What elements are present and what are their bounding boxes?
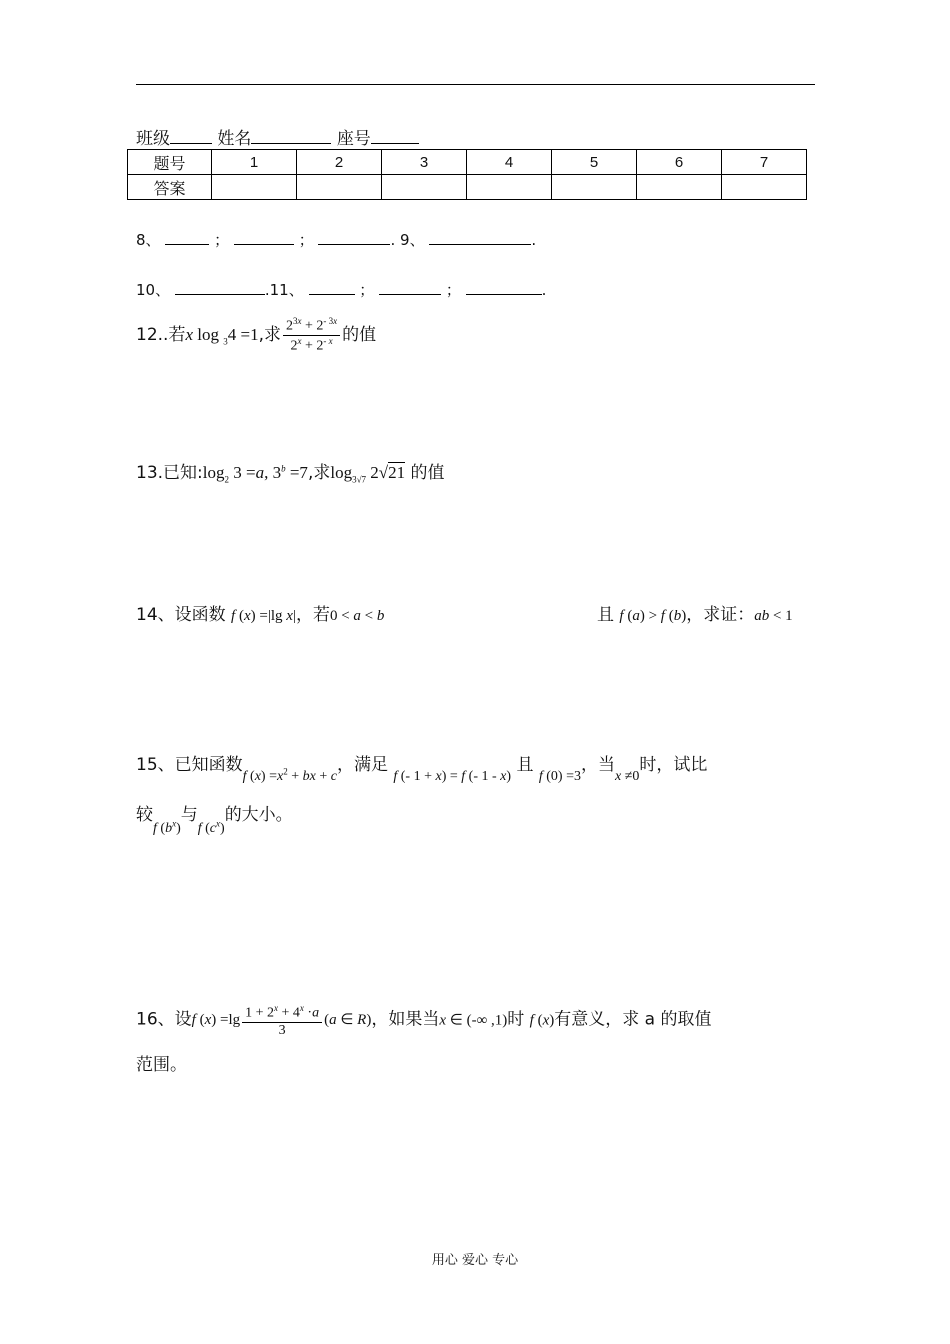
q8-blank-1[interactable] [165,230,209,245]
q15-x-condition: x ≠0 [614,769,640,784]
page-footer: 用心 爱心 专心 [431,1253,519,1268]
separator: ； [298,231,314,249]
table-row-numbers [128,150,807,175]
q14-condition: 0 < a < b [329,608,385,624]
question-14 [136,600,816,625]
q14-right [597,600,793,625]
q11-blank-2[interactable] [379,280,441,295]
question-number-cell: 7 [722,150,807,175]
answer-cell[interactable] [637,175,722,200]
q16-when: 时 [507,1009,525,1030]
q15-with: 与 [180,805,198,825]
q16-mid: ，如果当 [371,1009,440,1030]
answer-table [127,149,807,200]
separator: ； [359,281,375,299]
q14-and: 且 [597,605,614,625]
q15-f-cx: f (cx) [197,818,225,836]
q11-label: .11、 [264,281,304,299]
q12-condition: x log $_3$4 =1 [185,325,259,347]
q14-suffix: ，求证： [686,605,755,625]
q9-label: . 9、 [390,231,425,249]
q15-tail: 时，试比 [639,755,708,775]
separator: ； [214,231,230,249]
q16-function: f (x) =lg $\frac{1 + 2^x + 4^x \cdot a}{3}$ (a ∈ R) [191,1003,372,1038]
fill-blank-line-8-9 [136,229,536,250]
seat-label: 座号 [336,129,371,149]
question-12 [136,316,376,354]
q14-function: f (x) =|lg x| [231,608,296,624]
answer-cell[interactable] [552,175,637,200]
q10-label: 10、 [136,281,171,299]
question-number-cell: 5 [552,150,637,175]
name-blank[interactable] [251,129,331,144]
q10-blank[interactable] [175,280,265,295]
q15-size: 的大小。 [224,805,293,825]
q15-symmetry: f (- 1 + x) = f (- 1 - x) [393,769,512,784]
answer-cell[interactable] [297,175,382,200]
q9-blank[interactable] [429,230,531,245]
q13-suffix: 的值 [410,463,445,483]
question-16 [136,1003,826,1039]
q15-f-bx: f (bx) [153,818,181,836]
question-number-cell: 3 [382,150,467,175]
q12-mid: ,求 [258,325,281,346]
period: . [541,281,547,299]
q15-and: 且 [516,755,534,775]
q8-blank-3[interactable] [318,230,390,245]
seat-blank[interactable] [371,129,419,144]
question-number-cell: 6 [637,150,722,175]
class-blank[interactable] [170,129,212,144]
q8-label: 8、 [136,231,161,249]
q16-interval: x ∈ (-∞ ,1) [439,1012,508,1029]
answer-cell[interactable] [212,175,297,200]
question-16-line-2 [136,1050,187,1075]
q15-when: ，当 [580,755,615,775]
q16-prefix: 16、设 [136,1009,192,1030]
q14-given: f (a) > f (b) [619,608,687,624]
separator: ； [445,281,461,299]
q14-claim: ab < 1 [754,608,793,624]
row-label-number: 题号 [128,150,212,175]
answer-cell[interactable] [722,175,807,200]
q13-prefix: 13.已知: [136,463,203,483]
q13-condition: $\log_2 3 =a$, $3^b =7$ [202,463,308,485]
q15-compare: 较 [136,805,153,825]
top-rule [136,84,815,85]
table-row-answers [128,175,807,200]
question-number-cell: 1 [212,150,297,175]
q12-fraction: $\frac{2^{3x} + 2^{- 3x}}{2^x + 2^{- x}}$ [283,316,340,354]
q11-blank-1[interactable] [309,280,355,295]
question-15-line-2 [136,800,293,836]
q15-prefix: 15、已知函数 [136,755,243,775]
answer-cell[interactable] [382,175,467,200]
q16-fx: f (x) [529,1012,555,1029]
q14-prefix: 14、设函数 [136,605,226,625]
q8-blank-2[interactable] [234,230,294,245]
question-number-cell: 4 [467,150,552,175]
period: . [531,231,537,249]
class-label: 班级 [136,129,170,149]
q16-range: 范围。 [136,1055,187,1075]
q15-function: f (x) =x2 + bx + c [242,766,337,784]
row-label-answer: 答案 [128,175,212,200]
q13-expression: $\log_{3√7} 2√21$ [330,463,406,485]
q12-prefix: 12..若 [136,325,186,346]
q14-mid: ，若 [295,605,330,625]
question-13 [136,458,445,484]
q12-suffix: 的值 [342,325,377,346]
name-label: 姓名 [217,129,252,149]
answer-cell[interactable] [467,175,552,200]
q13-mid: ,求 [307,463,331,483]
q15-mid: ，满足 [336,755,388,775]
q16-tail: 有意义，求 a 的取值 [554,1009,712,1030]
student-info-line [136,124,419,149]
q11-blank-3[interactable] [466,280,542,295]
q15-value: f (0) =3 [538,769,581,784]
question-number-cell: 2 [297,150,382,175]
fill-blank-line-10-11 [136,279,546,300]
